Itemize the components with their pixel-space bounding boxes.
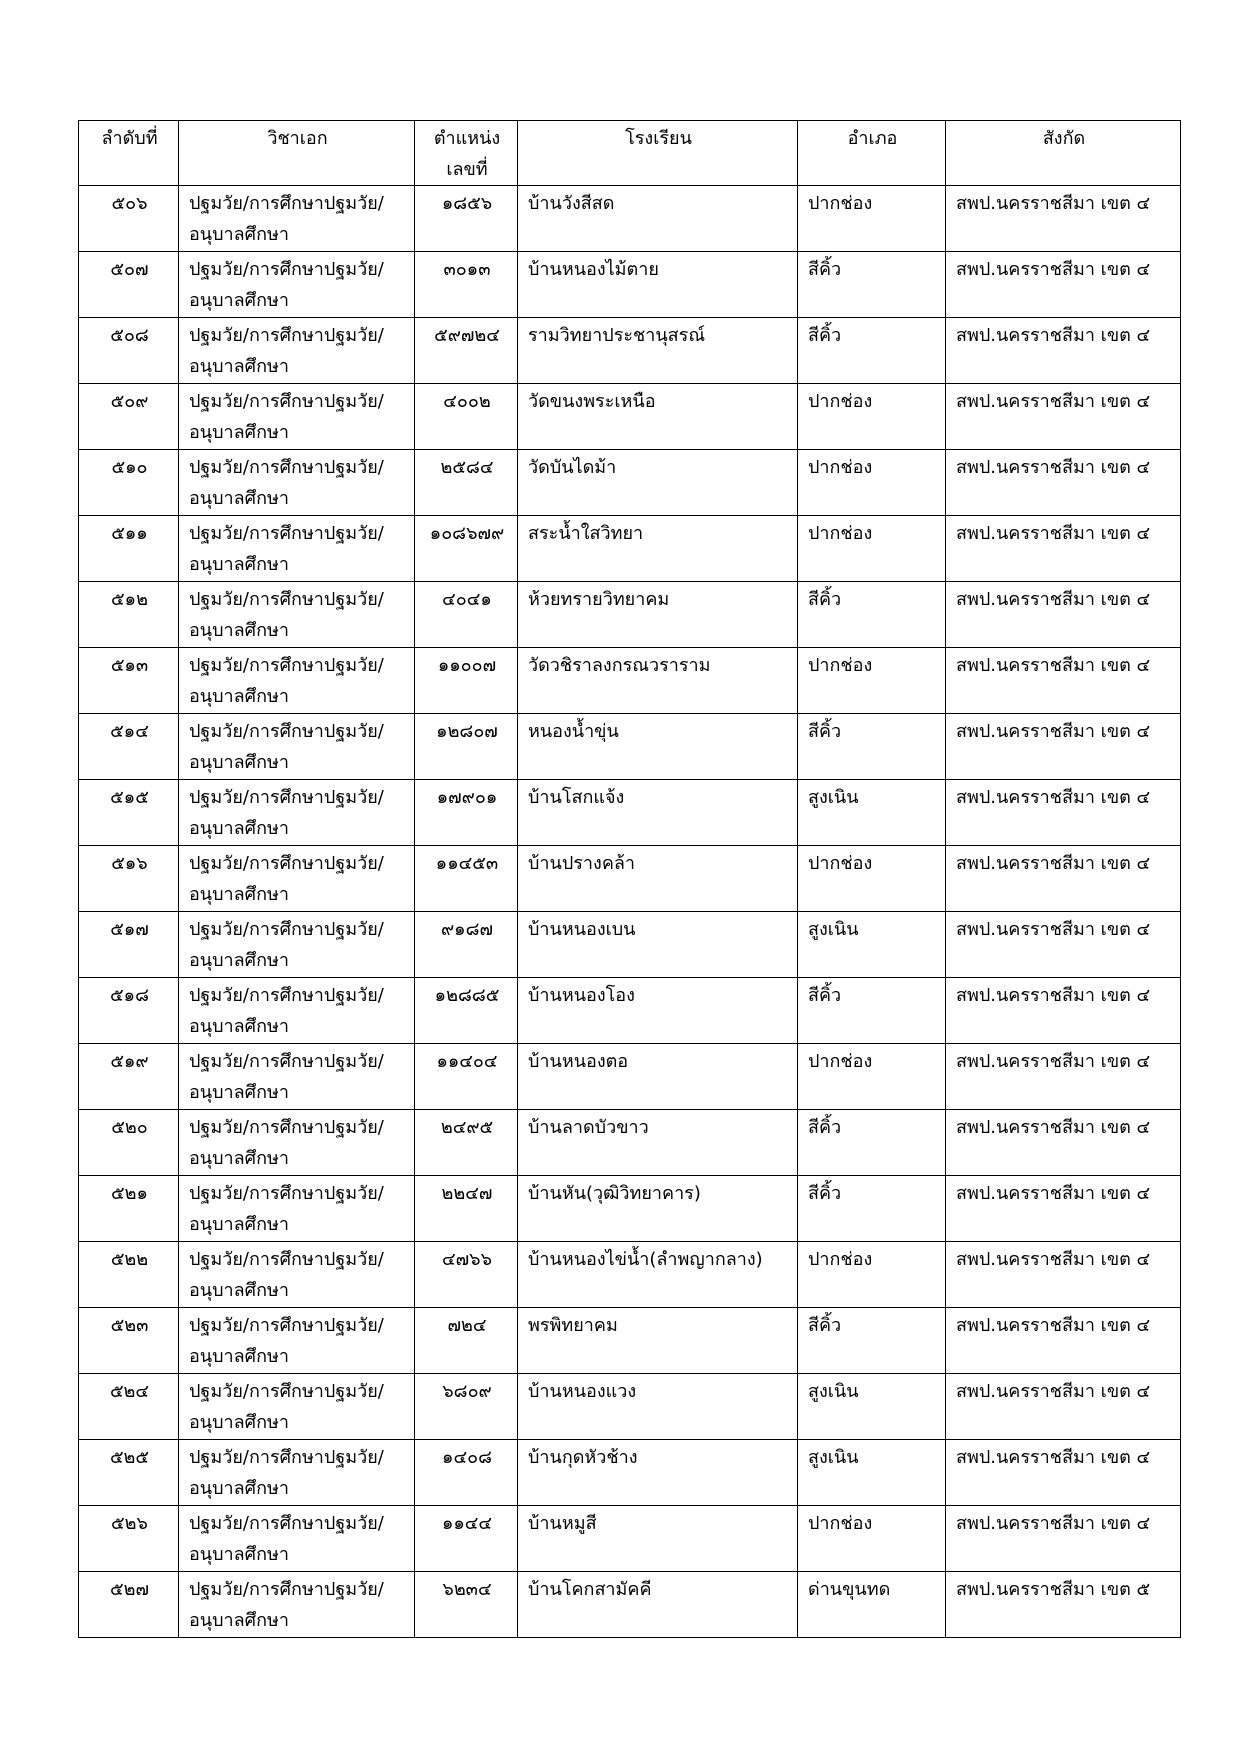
cell-subject xyxy=(179,1176,415,1242)
header-subject: วิชาเอก xyxy=(179,121,415,186)
cell-district: สีคิ้ว xyxy=(798,1110,946,1176)
header-school: โรงเรียน xyxy=(518,121,798,186)
cell-affiliation: สพป.นครราชสีมา เขต ๔ xyxy=(946,1506,1181,1572)
cell-district: สูงเนิน xyxy=(798,912,946,978)
cell-subject-line1: ปฐมวัย/การศึกษาปฐมวัย/ xyxy=(189,1315,384,1336)
cell-affiliation: สพป.นครราชสีมา เขต ๔ xyxy=(946,978,1181,1044)
cell-subject-line2: อนุบาลศึกษา xyxy=(189,620,289,641)
cell-subject-line2: อนุบาลศึกษา xyxy=(189,1478,289,1499)
cell-affiliation: สพป.นครราชสีมา เขต ๔ xyxy=(946,1176,1181,1242)
cell-subject xyxy=(179,318,415,384)
cell-district: สีคิ้ว xyxy=(798,582,946,648)
cell-school: บ้านหนองโอง xyxy=(518,978,798,1044)
cell-position: ๑๑๔๐๔ xyxy=(415,1044,518,1110)
header-district: อำเภอ xyxy=(798,121,946,186)
cell-subject-line1: ปฐมวัย/การศึกษาปฐมวัย/ xyxy=(189,853,384,874)
cell-subject-line1: ปฐมวัย/การศึกษาปฐมวัย/ xyxy=(189,1051,384,1072)
cell-subject-line2: อนุบาลศึกษา xyxy=(189,950,289,971)
cell-subject xyxy=(179,1572,415,1638)
cell-subject-line2: อนุบาลศึกษา xyxy=(189,1016,289,1037)
cell-subject-line2: อนุบาลศึกษา xyxy=(189,290,289,311)
table-row xyxy=(79,516,1181,582)
cell-school: บ้านหัน(วุฒิวิทยาคาร) xyxy=(518,1176,798,1242)
table-row xyxy=(79,978,1181,1044)
cell-subject-line1: ปฐมวัย/การศึกษาปฐมวัย/ xyxy=(189,1447,384,1468)
cell-school: สระน้ำใสวิทยา xyxy=(518,516,798,582)
cell-position: ๖๘๐๙ xyxy=(415,1374,518,1440)
table-row xyxy=(79,846,1181,912)
cell-school: วัดวชิราลงกรณวราราม xyxy=(518,648,798,714)
cell-subject-line1: ปฐมวัย/การศึกษาปฐมวัย/ xyxy=(189,523,384,544)
cell-position: ๙๑๘๗ xyxy=(415,912,518,978)
cell-position: ๒๔๙๕ xyxy=(415,1110,518,1176)
table-row xyxy=(79,912,1181,978)
cell-no: ๕๑๓ xyxy=(79,648,179,714)
table-row xyxy=(79,1044,1181,1110)
cell-subject-line1: ปฐมวัย/การศึกษาปฐมวัย/ xyxy=(189,1579,384,1600)
cell-subject-line1: ปฐมวัย/การศึกษาปฐมวัย/ xyxy=(189,259,384,280)
cell-school: บ้านวังสีสด xyxy=(518,186,798,252)
cell-subject-line2: อนุบาลศึกษา xyxy=(189,884,289,905)
cell-district: สีคิ้ว xyxy=(798,318,946,384)
cell-no: ๕๐๘ xyxy=(79,318,179,384)
cell-subject-line1: ปฐมวัย/การศึกษาปฐมวัย/ xyxy=(189,787,384,808)
cell-no: ๕๒๑ xyxy=(79,1176,179,1242)
cell-subject xyxy=(179,1242,415,1308)
cell-affiliation: สพป.นครราชสีมา เขต ๔ xyxy=(946,1440,1181,1506)
cell-affiliation: สพป.นครราชสีมา เขต ๔ xyxy=(946,846,1181,912)
header-position xyxy=(415,121,518,186)
cell-affiliation: สพป.นครราชสีมา เขต ๕ xyxy=(946,1572,1181,1638)
table-row xyxy=(79,384,1181,450)
cell-school: บ้านกุดหัวช้าง xyxy=(518,1440,798,1506)
cell-position: ๔๐๔๑ xyxy=(415,582,518,648)
cell-district: ปากช่อง xyxy=(798,384,946,450)
cell-position: ๑๗๙๐๑ xyxy=(415,780,518,846)
cell-affiliation: สพป.นครราชสีมา เขต ๔ xyxy=(946,1242,1181,1308)
cell-subject-line2: อนุบาลศึกษา xyxy=(189,818,289,839)
cell-subject-line1: ปฐมวัย/การศึกษาปฐมวัย/ xyxy=(189,193,384,214)
table-row xyxy=(79,1374,1181,1440)
cell-position: ๒๕๘๔ xyxy=(415,450,518,516)
cell-subject-line2: อนุบาลศึกษา xyxy=(189,1148,289,1169)
cell-district: ปากช่อง xyxy=(798,1242,946,1308)
cell-affiliation: สพป.นครราชสีมา เขต ๔ xyxy=(946,450,1181,516)
cell-school: บ้านหนองตอ xyxy=(518,1044,798,1110)
cell-affiliation: สพป.นครราชสีมา เขต ๔ xyxy=(946,780,1181,846)
cell-affiliation: สพป.นครราชสีมา เขต ๔ xyxy=(946,516,1181,582)
cell-district: ด่านขุนทด xyxy=(798,1572,946,1638)
cell-no: ๕๒๒ xyxy=(79,1242,179,1308)
table-row xyxy=(79,450,1181,516)
cell-subject-line2: อนุบาลศึกษา xyxy=(189,1544,289,1565)
cell-affiliation: สพป.นครราชสีมา เขต ๔ xyxy=(946,1044,1181,1110)
cell-subject-line2: อนุบาลศึกษา xyxy=(189,554,289,575)
cell-district: สีคิ้ว xyxy=(798,978,946,1044)
cell-school: บ้านหมูสี xyxy=(518,1506,798,1572)
cell-subject-line2: อนุบาลศึกษา xyxy=(189,1214,289,1235)
cell-subject xyxy=(179,1308,415,1374)
cell-district: สูงเนิน xyxy=(798,1440,946,1506)
cell-subject-line1: ปฐมวัย/การศึกษาปฐมวัย/ xyxy=(189,457,384,478)
cell-district: สีคิ้ว xyxy=(798,714,946,780)
cell-subject xyxy=(179,648,415,714)
cell-no: ๕๑๖ xyxy=(79,846,179,912)
cell-subject-line1: ปฐมวัย/การศึกษาปฐมวัย/ xyxy=(189,919,384,940)
table-row xyxy=(79,1176,1181,1242)
cell-subject xyxy=(179,582,415,648)
table-row xyxy=(79,186,1181,252)
header-position-line1: ตำแหน่ง xyxy=(433,128,501,149)
cell-position: ๑๑๔๔ xyxy=(415,1506,518,1572)
cell-position: ๕๙๗๒๔ xyxy=(415,318,518,384)
cell-no: ๕๒๖ xyxy=(79,1506,179,1572)
cell-no: ๕๒๗ xyxy=(79,1572,179,1638)
table-row xyxy=(79,1506,1181,1572)
cell-school: บ้านหนองแวง xyxy=(518,1374,798,1440)
cell-subject-line2: อนุบาลศึกษา xyxy=(189,1082,289,1103)
cell-no: ๕๑๒ xyxy=(79,582,179,648)
cell-position: ๑๐๘๖๗๙ xyxy=(415,516,518,582)
cell-subject-line2: อนุบาลศึกษา xyxy=(189,422,289,443)
cell-district: ปากช่อง xyxy=(798,450,946,516)
cell-school: บ้านหนองไข่น้ำ(ลำพญากลาง) xyxy=(518,1242,798,1308)
table-row xyxy=(79,780,1181,846)
cell-position: ๗๒๔ xyxy=(415,1308,518,1374)
cell-no: ๕๐๙ xyxy=(79,384,179,450)
cell-position: ๖๒๓๔ xyxy=(415,1572,518,1638)
vacancy-table xyxy=(78,120,1181,1638)
cell-no: ๕๑๘ xyxy=(79,978,179,1044)
cell-subject-line2: อนุบาลศึกษา xyxy=(189,1280,289,1301)
cell-no: ๕๑๙ xyxy=(79,1044,179,1110)
cell-affiliation: สพป.นครราชสีมา เขต ๔ xyxy=(946,1308,1181,1374)
cell-district: สีคิ้ว xyxy=(798,252,946,318)
cell-subject xyxy=(179,516,415,582)
cell-position: ๑๒๘๘๕ xyxy=(415,978,518,1044)
cell-no: ๕๒๓ xyxy=(79,1308,179,1374)
cell-position: ๓๐๑๓ xyxy=(415,252,518,318)
cell-district: ปากช่อง xyxy=(798,516,946,582)
cell-no: ๕๒๕ xyxy=(79,1440,179,1506)
cell-school: วัดบันไดม้า xyxy=(518,450,798,516)
cell-no: ๕๑๔ xyxy=(79,714,179,780)
header-position-line2: เลขที่ xyxy=(446,159,488,180)
cell-school: บ้านหนองไม้ตาย xyxy=(518,252,798,318)
cell-subject-line2: อนุบาลศึกษา xyxy=(189,1412,289,1433)
cell-subject-line1: ปฐมวัย/การศึกษาปฐมวัย/ xyxy=(189,1183,384,1204)
cell-school: พรพิทยาคม xyxy=(518,1308,798,1374)
cell-subject-line2: อนุบาลศึกษา xyxy=(189,686,289,707)
cell-subject-line1: ปฐมวัย/การศึกษาปฐมวัย/ xyxy=(189,1381,384,1402)
cell-subject xyxy=(179,1440,415,1506)
table-row xyxy=(79,1440,1181,1506)
cell-subject-line1: ปฐมวัย/การศึกษาปฐมวัย/ xyxy=(189,1513,384,1534)
cell-affiliation: สพป.นครราชสีมา เขต ๔ xyxy=(946,648,1181,714)
cell-school: รามวิทยาประชานุสรณ์ xyxy=(518,318,798,384)
cell-no: ๕๑๐ xyxy=(79,450,179,516)
cell-subject xyxy=(179,978,415,1044)
cell-district: ปากช่อง xyxy=(798,1044,946,1110)
cell-affiliation: สพป.นครราชสีมา เขต ๔ xyxy=(946,252,1181,318)
cell-school: บ้านโสกแจ้ง xyxy=(518,780,798,846)
cell-district: สีคิ้ว xyxy=(798,1176,946,1242)
cell-district: สูงเนิน xyxy=(798,1374,946,1440)
cell-subject-line1: ปฐมวัย/การศึกษาปฐมวัย/ xyxy=(189,655,384,676)
cell-district: ปากช่อง xyxy=(798,648,946,714)
cell-school: ห้วยทรายวิทยาคม xyxy=(518,582,798,648)
cell-subject-line2: อนุบาลศึกษา xyxy=(189,1346,289,1367)
cell-no: ๕๑๕ xyxy=(79,780,179,846)
cell-subject-line1: ปฐมวัย/การศึกษาปฐมวัย/ xyxy=(189,1117,384,1138)
cell-position: ๔๐๐๒ xyxy=(415,384,518,450)
cell-subject xyxy=(179,780,415,846)
cell-subject-line2: อนุบาลศึกษา xyxy=(189,1610,289,1631)
table-row xyxy=(79,714,1181,780)
cell-school: บ้านลาดบัวขาว xyxy=(518,1110,798,1176)
cell-subject-line1: ปฐมวัย/การศึกษาปฐมวัย/ xyxy=(189,985,384,1006)
cell-affiliation: สพป.นครราชสีมา เขต ๔ xyxy=(946,318,1181,384)
cell-position: ๒๒๔๗ xyxy=(415,1176,518,1242)
cell-school: บ้านโคกสามัคคี xyxy=(518,1572,798,1638)
cell-district: ปากช่อง xyxy=(798,186,946,252)
cell-position: ๑๒๘๐๗ xyxy=(415,714,518,780)
cell-affiliation: สพป.นครราชสีมา เขต ๔ xyxy=(946,582,1181,648)
table-header-row xyxy=(79,121,1181,186)
cell-position: ๑๑๔๕๓ xyxy=(415,846,518,912)
cell-no: ๕๐๗ xyxy=(79,252,179,318)
table-row xyxy=(79,648,1181,714)
table-row xyxy=(79,582,1181,648)
cell-subject xyxy=(179,186,415,252)
cell-subject xyxy=(179,1044,415,1110)
cell-district: ปากช่อง xyxy=(798,846,946,912)
cell-subject xyxy=(179,1110,415,1176)
header-affiliation: สังกัด xyxy=(946,121,1181,186)
cell-position: ๑๑๐๐๗ xyxy=(415,648,518,714)
cell-no: ๕๒๔ xyxy=(79,1374,179,1440)
cell-position: ๑๘๕๖ xyxy=(415,186,518,252)
cell-district: สูงเนิน xyxy=(798,780,946,846)
cell-subject xyxy=(179,384,415,450)
table-row xyxy=(79,1110,1181,1176)
cell-subject xyxy=(179,252,415,318)
cell-no: ๕๑๗ xyxy=(79,912,179,978)
cell-subject xyxy=(179,1506,415,1572)
cell-subject-line2: อนุบาลศึกษา xyxy=(189,488,289,509)
table-row xyxy=(79,1308,1181,1374)
cell-school: บ้านหนองเบน xyxy=(518,912,798,978)
cell-affiliation: สพป.นครราชสีมา เขต ๔ xyxy=(946,1110,1181,1176)
table-body xyxy=(79,186,1181,1638)
cell-affiliation: สพป.นครราชสีมา เขต ๔ xyxy=(946,912,1181,978)
cell-affiliation: สพป.นครราชสีมา เขต ๔ xyxy=(946,384,1181,450)
cell-subject-line1: ปฐมวัย/การศึกษาปฐมวัย/ xyxy=(189,325,384,346)
cell-district: ปากช่อง xyxy=(798,1506,946,1572)
cell-subject-line2: อนุบาลศึกษา xyxy=(189,356,289,377)
cell-subject-line1: ปฐมวัย/การศึกษาปฐมวัย/ xyxy=(189,391,384,412)
cell-affiliation: สพป.นครราชสีมา เขต ๔ xyxy=(946,714,1181,780)
cell-subject-line1: ปฐมวัย/การศึกษาปฐมวัย/ xyxy=(189,721,384,742)
cell-no: ๕๑๑ xyxy=(79,516,179,582)
table-row xyxy=(79,1242,1181,1308)
table-row xyxy=(79,1572,1181,1638)
header-no: ลำดับที่ xyxy=(79,121,179,186)
cell-subject xyxy=(179,912,415,978)
table-row xyxy=(79,252,1181,318)
cell-subject-line1: ปฐมวัย/การศึกษาปฐมวัย/ xyxy=(189,589,384,610)
cell-subject xyxy=(179,714,415,780)
cell-school: บ้านปรางคล้า xyxy=(518,846,798,912)
cell-no: ๕๒๐ xyxy=(79,1110,179,1176)
table-row xyxy=(79,318,1181,384)
cell-subject xyxy=(179,450,415,516)
cell-subject xyxy=(179,846,415,912)
cell-no: ๕๐๖ xyxy=(79,186,179,252)
cell-school: หนองน้ำขุ่น xyxy=(518,714,798,780)
cell-affiliation: สพป.นครราชสีมา เขต ๔ xyxy=(946,186,1181,252)
cell-subject-line2: อนุบาลศึกษา xyxy=(189,224,289,245)
cell-subject-line1: ปฐมวัย/การศึกษาปฐมวัย/ xyxy=(189,1249,384,1270)
cell-district: สีคิ้ว xyxy=(798,1308,946,1374)
cell-subject xyxy=(179,1374,415,1440)
cell-position: ๑๔๐๘ xyxy=(415,1440,518,1506)
cell-position: ๔๗๖๖ xyxy=(415,1242,518,1308)
cell-subject-line2: อนุบาลศึกษา xyxy=(189,752,289,773)
cell-school: วัดขนงพระเหนือ xyxy=(518,384,798,450)
cell-affiliation: สพป.นครราชสีมา เขต ๔ xyxy=(946,1374,1181,1440)
